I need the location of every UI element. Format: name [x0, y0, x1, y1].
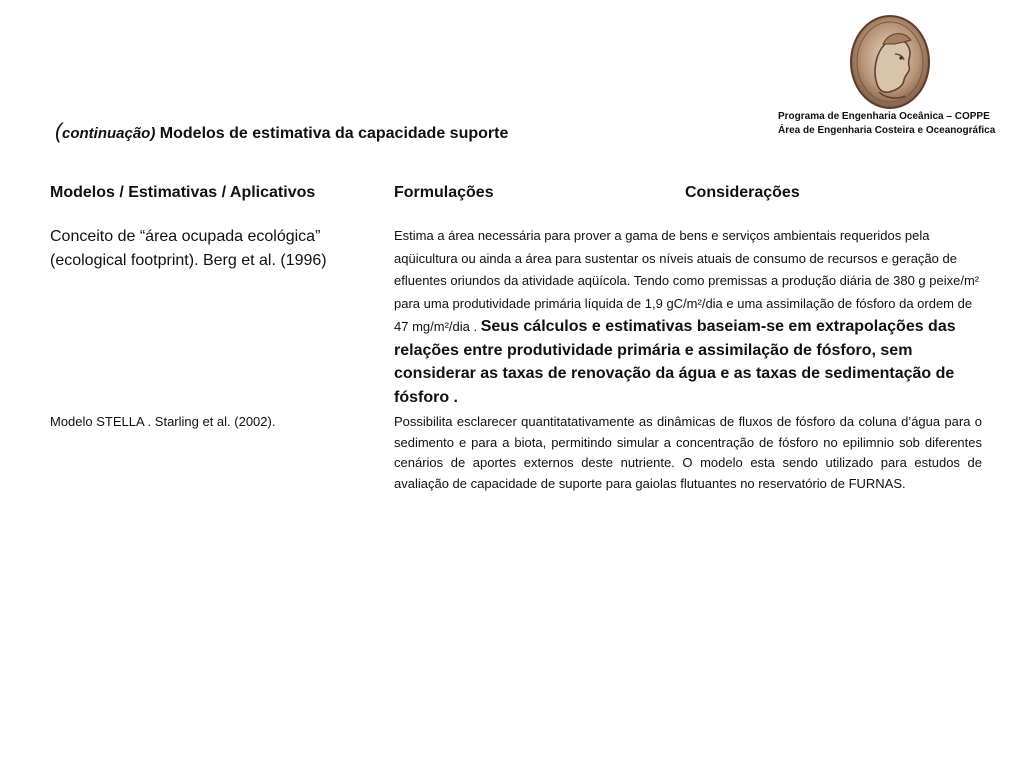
- row-2-model: Modelo STELLA . Starling et al. (2002).: [50, 414, 276, 429]
- page-title: [55, 120, 508, 144]
- institution-area: Área de Engenharia Costeira e Oceanográfica: [778, 125, 996, 136]
- row-1-description-text: Estima a área necessária para prover a gama de bens e serviços ambientais requeridos pela aqüicultura ou ainda a área para sustentar os níveis atuais de consumo de recursos e geração de efluentes oriundos da atividade aqüícola. Tendo como premissas a produção diária de 380 g peixe/m² para uma produtividade primária líquida de 1,9 gC/m²/dia e uma assimilação de fósforo da ordem de 47 mg/m²/dia .: [394, 228, 980, 334]
- institution-header: [778, 110, 1018, 138]
- row-1-description: [394, 225, 989, 409]
- column-header-formulations: Formulações: [394, 184, 494, 201]
- row-1-model: Conceito de “área ocupada ecológica” (ecological footprint). Berg et al. (1996): [50, 228, 327, 269]
- column-header-models: Modelos / Estimativas / Aplicativos: [50, 184, 316, 201]
- row-1-description-emphasis: Seus cálculos e estimativas baseiam-se em extrapolações das relações entre produtividade primária e assimilação de fósforo, sem considerar as taxas de renovação da água e as taxas de sedimentação de fósforo .: [394, 318, 956, 406]
- title-continuation: continuação): [62, 125, 156, 142]
- title-paren: (: [55, 120, 62, 143]
- university-seal-icon: [849, 14, 931, 112]
- title-main: Modelos de estimativa da capacidade suporte: [155, 125, 509, 142]
- row-2-description: Possibilita esclarecer quantitatativamente as dinâmicas de fluxos de fósforo da coluna d’água para o sedimento e para a biota, permitindo simular a concentração de fósforo no epilimnio sob diferentes cenários de aportes externos deste nutriente. O modelo esta sendo utilizado para estudos de avaliação de capacidade de suporte para gaiolas flutuantes no reservatório de FURNAS.: [394, 414, 982, 491]
- institution-program: Programa de Engenharia Oceânica – COPPE: [778, 111, 990, 122]
- column-header-considerations: Considerações: [685, 184, 800, 201]
